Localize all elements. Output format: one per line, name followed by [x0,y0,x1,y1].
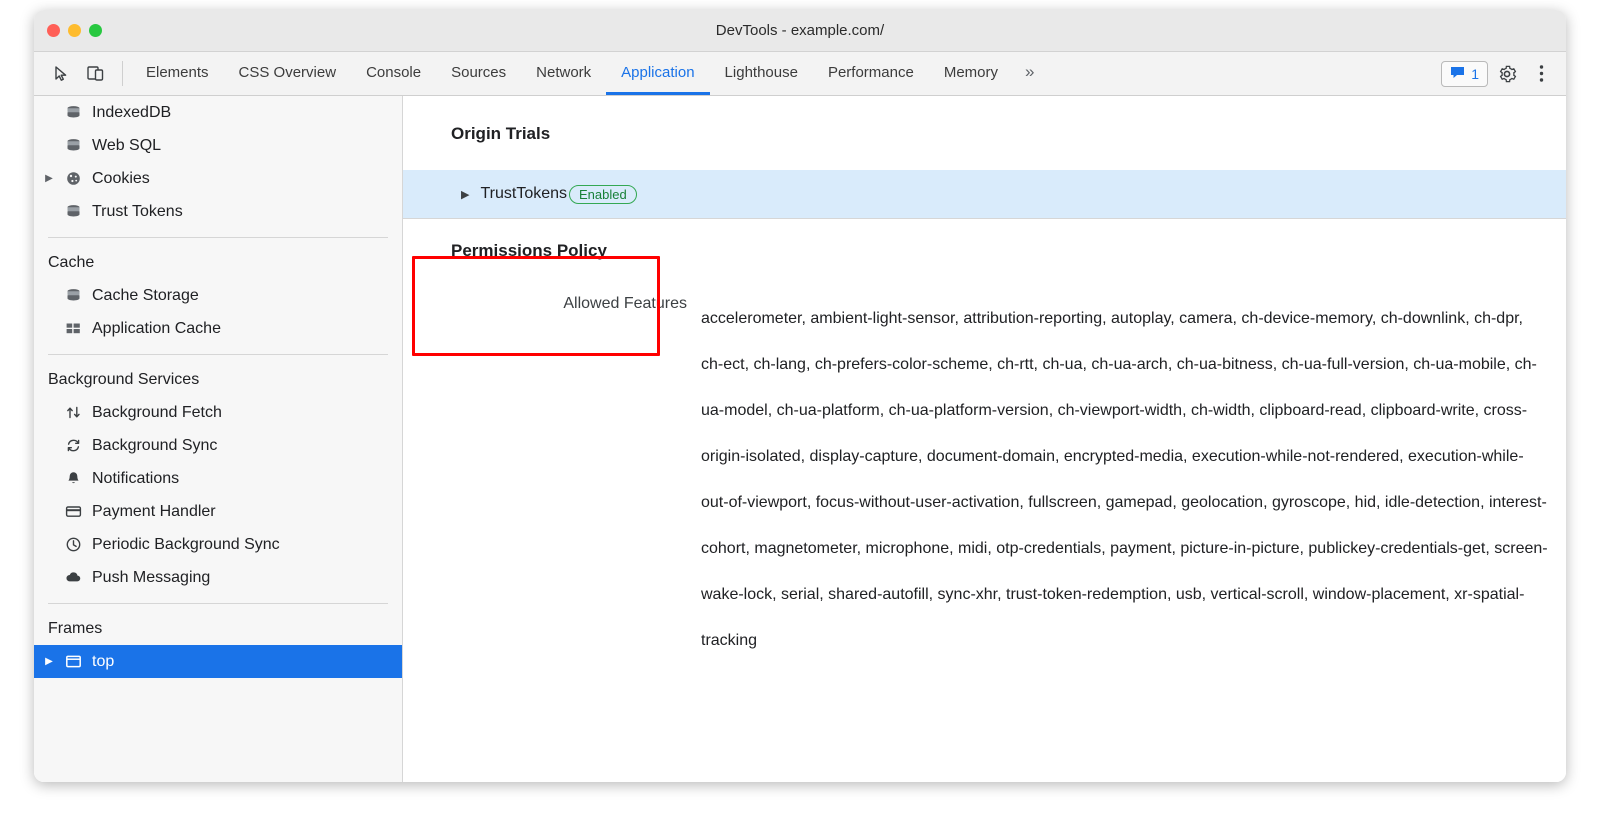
sidebar-item-background-fetch[interactable] [34,396,402,429]
origin-trials-title: Origin Trials [451,124,551,143]
sidebar-item-label: Background Fetch [92,403,222,421]
toolbar-left-icons [40,52,118,95]
sidebar-item-top-frame[interactable] [34,645,402,678]
sidebar-item-web-sql[interactable] [34,129,402,162]
panel-tabs [131,52,1441,95]
sidebar-group-frames [34,613,402,678]
tab-application[interactable]: Application [606,52,709,95]
sidebar-item-cache-storage[interactable] [34,279,402,312]
kebab-menu-icon[interactable] [1526,59,1556,89]
sidebar-item-push-messaging[interactable] [34,561,402,594]
more-tabs-button[interactable]: » [1025,62,1035,81]
devtools-body [34,96,1566,782]
chevron-right-icon[interactable]: ▶ [45,173,53,184]
sidebar-item-label: Application Cache [92,319,221,337]
window-titlebar [34,10,1566,52]
tab-css-overview[interactable]: CSS Overview [238,63,337,81]
sidebar-group-header-cache: Cache [48,254,95,271]
tab-lighthouse[interactable]: Lighthouse [724,63,798,81]
device-toolbar-icon[interactable] [80,59,112,89]
sidebar-divider [48,237,388,238]
tab-console[interactable]: Console [366,63,422,81]
sidebar-item-application-cache[interactable] [34,312,402,345]
maximize-window-button[interactable] [89,24,102,37]
cookie-icon [64,169,83,188]
database-icon [64,202,83,221]
sidebar-item-label: top [92,652,115,670]
permissions-policy-title: Permissions Policy [451,241,607,260]
sidebar-item-cookies[interactable] [34,162,402,195]
sidebar-item-label: Trust Tokens [92,202,183,220]
grid-icon [64,319,83,338]
sidebar-group-header-background-services: Background Services [48,371,200,388]
sidebar-divider [48,354,388,355]
allowed-features-list: accelerometer, ambient-light-sensor, attribution-reporting, autoplay, camera, ch-device-memory, ch-downlink, ch-dpr, ch-ect, ch-lang, ch-prefers-color-scheme, ch-rtt, ch-ua, ch-ua-arch, ch-ua-bitness, ch-ua-full-version, ch-ua-mobile, ch-ua-model, ch-ua-platform, ch-ua-platform-version, ch-viewport-width, ch-width, clipboard-read, clipboard-write, cross-origin-isolated, display-capture, document-domain, encrypted-media, execution-while-not-rendered, execution-while-out-of-viewport, focus-without-user-activation, fullscreen, gamepad, geolocation, gyroscope, hid, idle-detection, interest-cohort, magnetometer, microphone, midi, otp-credentials, payment, picture-in-picture, publickey-credentials-get, screen-wake-lock, serial, shared-autofill, sync-xhr, trust-token-redemption, usb, vertical-scroll, window-placement, xr-spatial-tracking [701,310,1548,649]
sidebar-item-label: Background Sync [92,436,218,454]
application-content-pane [403,96,1566,782]
tab-memory[interactable]: Memory [943,63,998,81]
console-messages-badge[interactable] [1441,61,1488,87]
sidebar-item-label: Push Messaging [92,568,211,586]
database-icon [64,103,83,122]
chevron-right-icon[interactable]: ▶ [461,188,470,201]
tab-elements[interactable]: Elements [146,63,209,81]
credit-card-icon [64,502,83,521]
sidebar-group-storage [34,96,402,228]
permissions-policy-section [403,219,1566,664]
sidebar-item-label: Cookies [92,169,150,187]
sidebar-item-background-sync[interactable] [34,429,402,462]
devtools-window [34,10,1566,782]
tab-performance[interactable]: Performance [827,63,914,81]
sidebar-item-label: IndexedDB [92,103,172,121]
sidebar-item-indexeddb[interactable] [34,96,402,129]
bell-icon [64,469,83,488]
sidebar-divider [48,603,388,604]
sidebar-item-label: Web SQL [92,136,162,154]
cloud-icon [64,568,83,587]
sidebar-item-periodic-background-sync[interactable] [34,528,402,561]
gear-icon[interactable] [1492,59,1522,89]
sidebar-group-header-frames: Frames [48,620,103,637]
database-icon [64,136,83,155]
application-sidebar[interactable] [34,96,403,782]
chevron-right-icon[interactable]: ▶ [45,656,53,667]
permissions-policy-values [693,296,1566,664]
close-window-button[interactable] [47,24,60,37]
toolbar-right-icons [1441,52,1566,95]
clock-icon [64,535,83,554]
tab-network[interactable]: Network [536,63,592,81]
minimize-window-button[interactable] [68,24,81,37]
sidebar-item-trust-tokens[interactable] [34,195,402,228]
inspect-cursor-icon[interactable] [46,59,78,89]
permissions-policy-labels [403,241,693,664]
sidebar-group-background-services [34,364,402,594]
sidebar-item-payment-handler[interactable] [34,495,402,528]
frame-icon [64,652,83,671]
sidebar-item-notifications[interactable] [34,462,402,495]
sidebar-item-label: Cache Storage [92,286,199,304]
window-title: DevTools - example.com/ [715,22,885,39]
message-icon [1450,66,1465,82]
arrows-updown-icon [64,403,83,422]
sidebar-item-label: Payment Handler [92,502,216,520]
sidebar-item-label: Notifications [92,469,180,487]
console-message-count: 1 [1471,65,1479,82]
allowed-features-label: Allowed Features [563,295,687,312]
devtools-toolbar [34,52,1566,96]
tab-sources[interactable]: Sources [451,63,507,81]
database-icon [64,286,83,305]
sync-icon [64,436,83,455]
origin-trial-row-trusttokens[interactable] [403,170,1566,218]
sidebar-item-label: Periodic Background Sync [92,535,280,553]
window-controls[interactable] [34,24,102,37]
toolbar-divider [122,61,123,86]
origin-trial-name: TrustTokens [480,185,568,202]
sidebar-group-cache [34,247,402,345]
status-badge: Enabled [569,185,637,204]
